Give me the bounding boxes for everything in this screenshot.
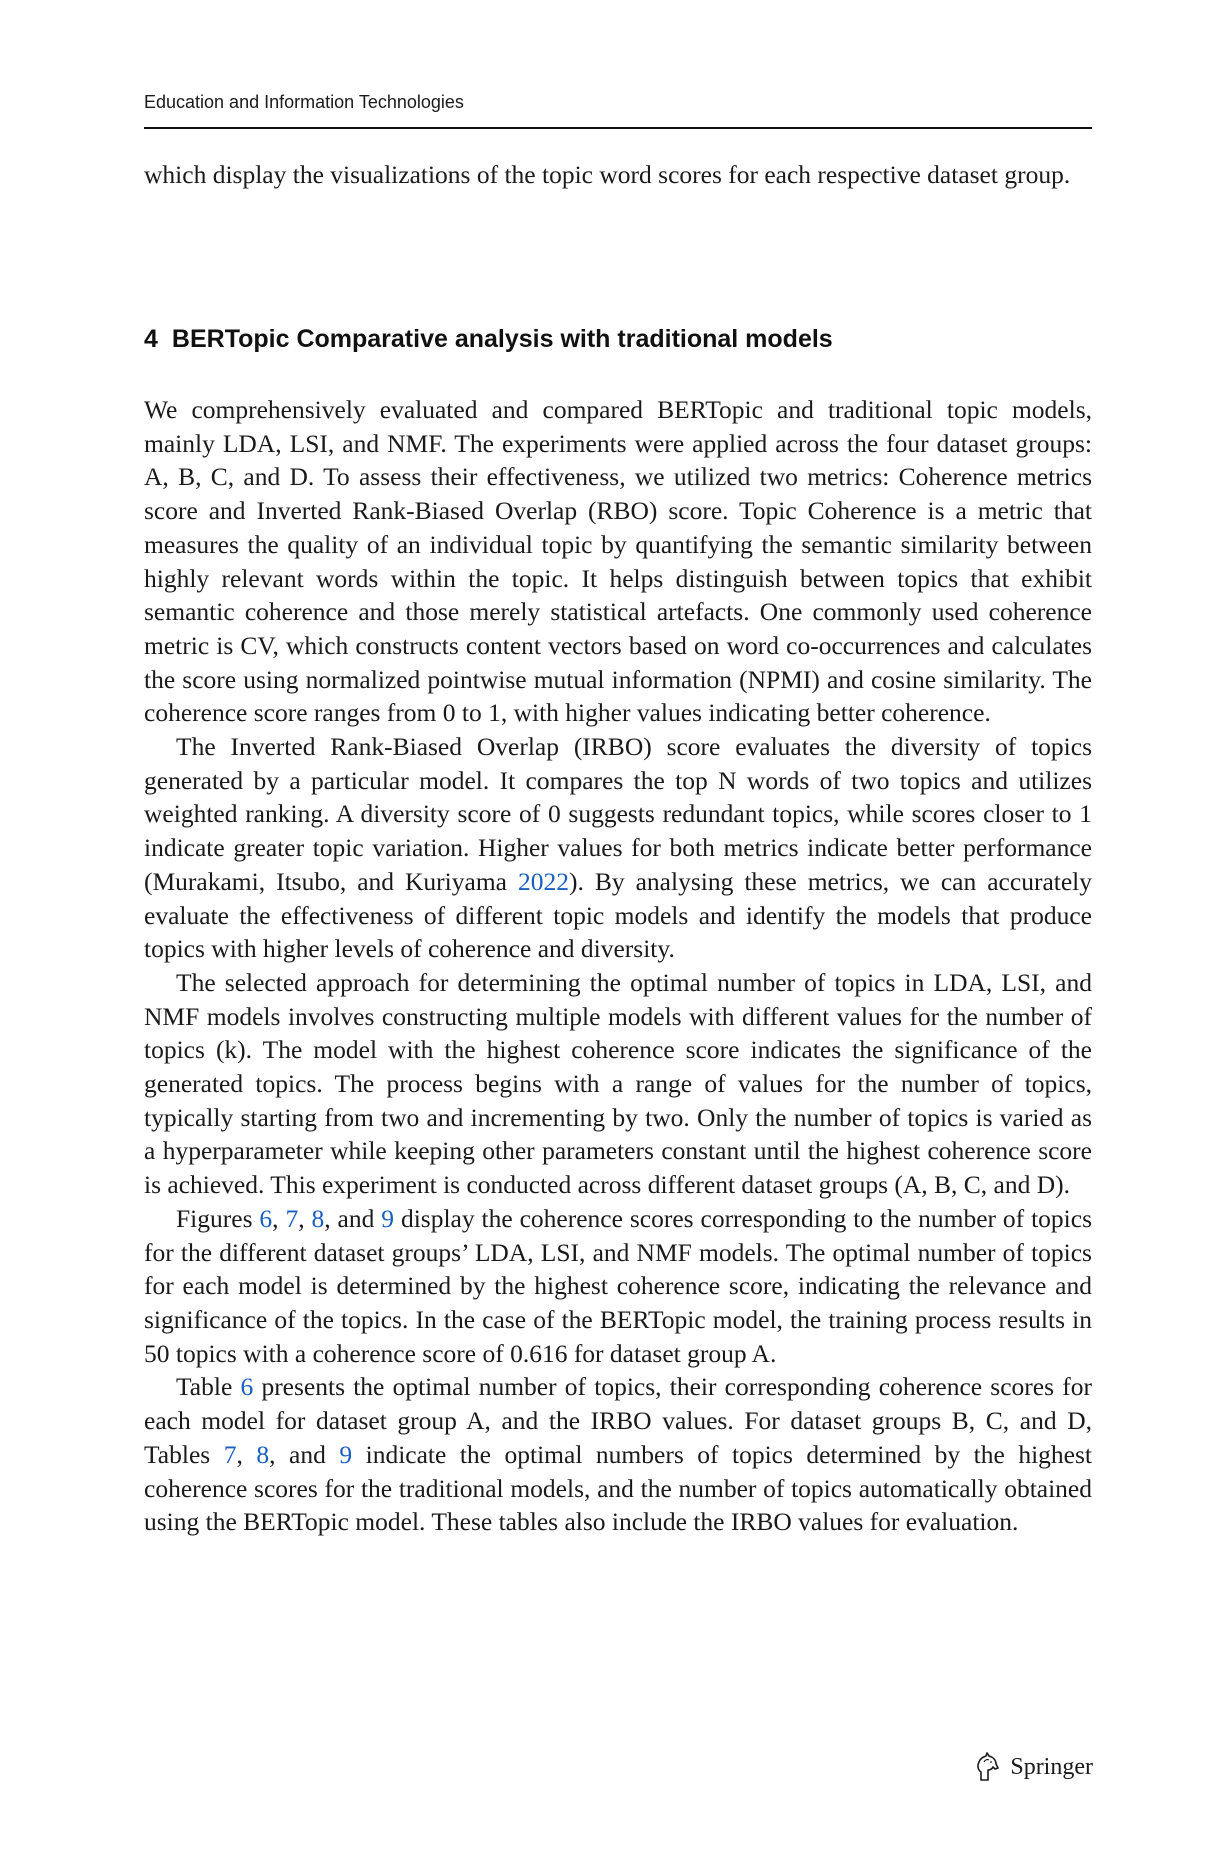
paragraph-2	[144, 730, 1092, 966]
paragraph-2-text-a: The Inverted Rank-Biased Overlap (IRBO) score evaluates the diversity of topics generated by a particular model. It compares the top N words of two topics and utilizes weighted ranking. A diversity score of 0 suggests redundant topics, while scores closer to 1 indicate greater topic variation. Higher values for both metrics indicate better performance (Murakami, Itsubo, and Kuriyama	[144, 732, 1092, 896]
paragraph-5-text-b: presents the optimal number of topics, their corresponding coherence scores for each model for dataset group A, and the IRBO values. For dataset groups B, C, and D, Tables	[144, 1372, 1092, 1469]
paragraph-4-text-a: Figures	[176, 1203, 260, 1233]
paragraph-4-sep-2: ,	[298, 1203, 312, 1233]
figure-link-7[interactable]: 7	[285, 1203, 299, 1233]
figure-link-9[interactable]: 9	[381, 1203, 395, 1233]
paragraph-4-text-b: display the coherence scores corresponding to the number of topics for the different dataset groups’ LDA, LSI, and NMF models. The optimal number of topics for each model is determined by the highest coherence score, indicating the relevance and significance of the topics. In the case of the BERTopic model, the training process results in 50 topics with a coherence score of 0.616 for dataset group A.	[144, 1203, 1092, 1368]
paragraph-4	[144, 1202, 1092, 1371]
paragraph-1: We comprehensively evaluated and compared BERTopic and traditional topic models, mainly LDA, LSI, and NMF. The experiments were applied across the four dataset groups: A, B, C, and D. To assess their effectiveness, we utilized two metrics: Coherence metrics score and Inverted Rank-Biased Overlap (RBO) score. Topic Coherence is a metric that measures the quality of an individual topic by quantifying the semantic similarity between highly relevant words within the topic. It helps distinguish between topics that exhibit semantic coherence and those merely statistical artefacts. One commonly used coherence metric is CV, which constructs content vectors based on word co-occurrences and calculates the score using normalized pointwise mutual information (NPMI) and cosine similarity. The coherence score ranges from 0 to 1, with higher values indicating better coherence.	[144, 395, 1092, 728]
running-head-journal: Education and Information Technologies	[144, 92, 464, 112]
section-title: BERTopic Comparative analysis with traditional models	[171, 325, 833, 353]
table-link-7[interactable]: 7	[223, 1439, 237, 1469]
table-link-9[interactable]: 9	[339, 1439, 353, 1469]
paragraph-4-sep-1: ,	[272, 1203, 286, 1233]
paragraph-5-sep-2: , and	[269, 1439, 340, 1469]
paragraph-4-sep-3: , and	[324, 1203, 382, 1233]
citation-link-2022[interactable]: 2022	[517, 866, 569, 896]
section-body	[144, 393, 1092, 1539]
paragraph-3: The selected approach for determining the optimal number of topics in LDA, LSI, and NMF models involves constructing multiple models with different values for the number of topics (k). The model with the highest coherence score indicates the significance of the generated topics. The process begins with a range of values for the number of topics, typically starting from two and incrementing by two. Only the number of topics is varied as a hyperparameter while keeping other parameters constant until the highest coherence score is achieved. This experiment is conducted across different dataset groups (A, B, C, and D).	[144, 967, 1092, 1200]
table-link-8[interactable]: 8	[256, 1439, 270, 1469]
paragraph-5-text-a: Table	[176, 1372, 241, 1402]
figure-link-6[interactable]: 6	[259, 1203, 273, 1233]
paragraph-2-text-b: ). By analysing these metrics, we can accurately evaluate the effectiveness of different topic models and identify the models that produce topics with higher levels of coherence and diversity.	[144, 866, 1092, 964]
section-number: 4	[144, 325, 158, 353]
intro-paragraph: which display the visualizations of the topic word scores for each respective dataset group.	[144, 160, 1071, 189]
paragraph-5-sep-1: ,	[236, 1439, 257, 1469]
table-link-6[interactable]: 6	[240, 1372, 254, 1402]
paragraph-5-text-c: indicate the optimal numbers of topics determined by the highest coherence scores for the traditional models, and the number of topics automatically obtained using the BERTopic model. These tables also include the IRBO values for evaluation.	[144, 1439, 1092, 1537]
figure-link-8[interactable]: 8	[311, 1203, 325, 1233]
springer-horse-icon	[974, 1752, 1000, 1782]
publisher-name: Springer	[1010, 1753, 1093, 1780]
header-rule	[144, 127, 1092, 129]
section-heading	[144, 325, 833, 354]
publisher-logo	[974, 1752, 1093, 1782]
paragraph-5	[144, 1370, 1092, 1539]
